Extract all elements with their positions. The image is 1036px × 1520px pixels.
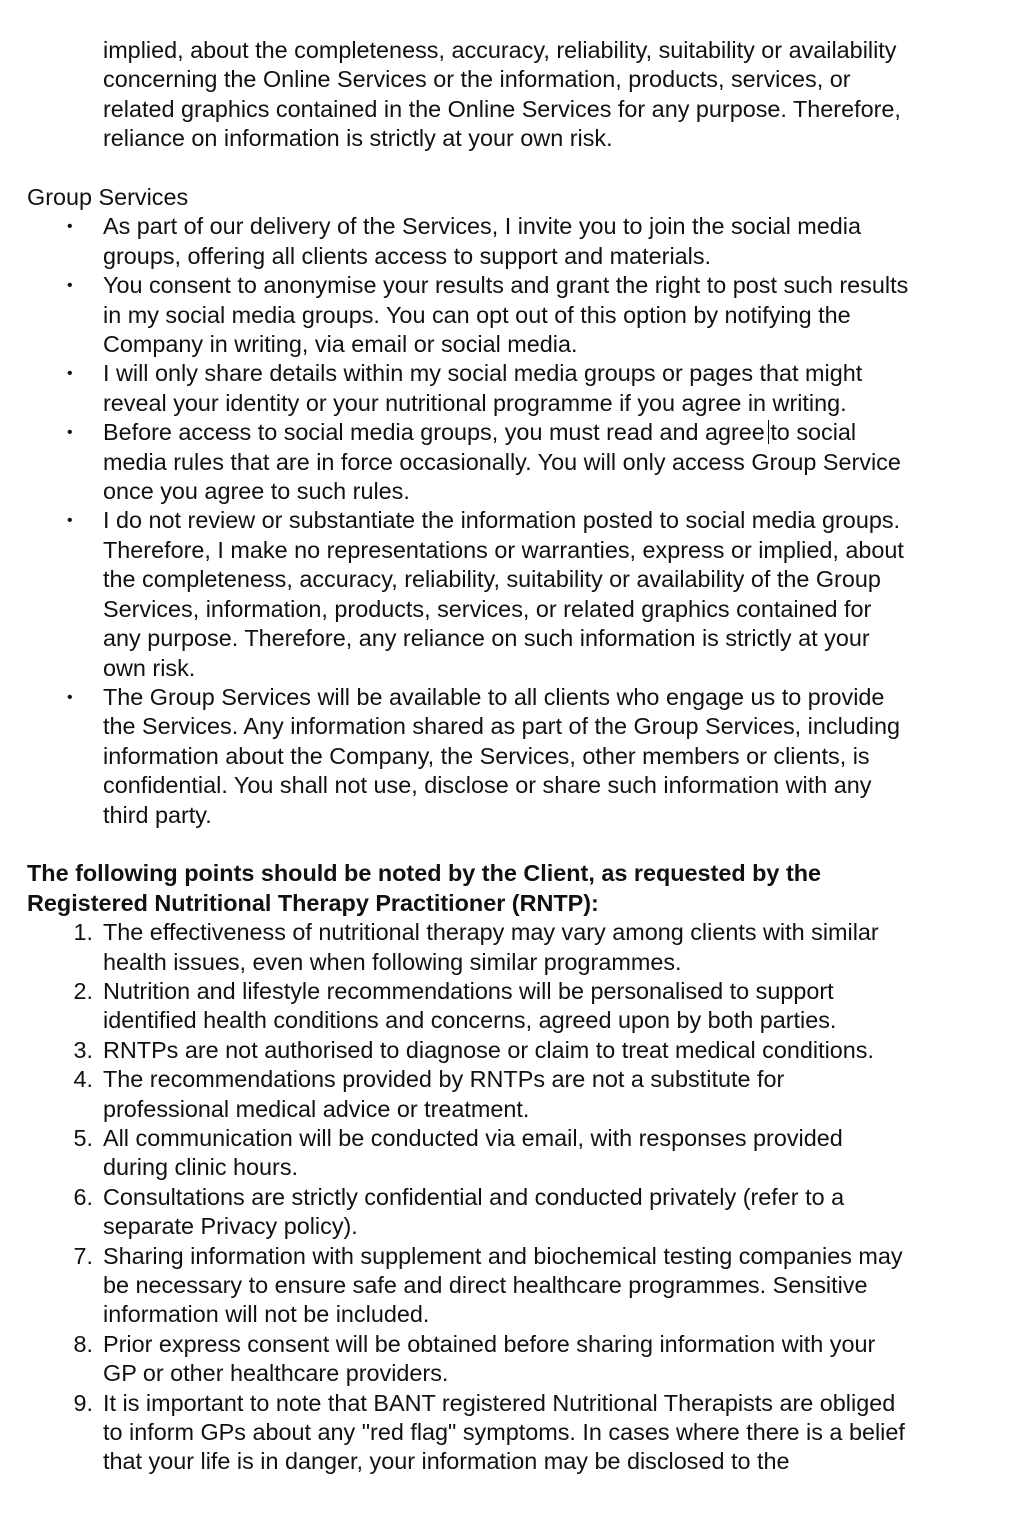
text-line: media rules that are in force occasionally. You will only access Group Service — [103, 448, 901, 475]
item-number: 3. — [73, 1036, 93, 1063]
numbered-item — [73, 1124, 983, 1183]
text-line: The Group Services will be available to all clients who engage us to provide — [103, 683, 885, 710]
item-number: 2. — [73, 977, 93, 1004]
group-services-list — [0, 212, 1036, 830]
text-line: The following points should be noted by the Client, as requested by the — [27, 860, 822, 887]
text-line: during clinic hours. — [103, 1154, 299, 1181]
text-line: RNTPs are not authorised to diagnose or claim to treat medical conditions. — [103, 1036, 874, 1063]
text-line: The recommendations provided by RNTPs are not a substitute for — [103, 1066, 785, 1093]
text-line: reliance on information is strictly at your own risk. — [103, 125, 613, 152]
text-line: third party. — [103, 801, 212, 828]
item-number: 6. — [73, 1183, 93, 1210]
item-number: 8. — [73, 1330, 93, 1357]
text-line: in my social media groups. You can opt out of this option by notifying the — [103, 301, 851, 328]
text-line: separate Privacy policy). — [103, 1213, 358, 1240]
text-line: All communication will be conducted via email, with responses provided — [103, 1125, 843, 1151]
text-line: You consent to anonymise your results and grant the right to post such results — [103, 272, 909, 299]
text-line: The effectiveness of nutritional therapy may vary among clients with similar — [103, 919, 879, 946]
item-number: 4. — [73, 1066, 93, 1093]
list-item — [67, 683, 983, 830]
bullet-icon: • — [67, 512, 73, 530]
bullet-icon: • — [67, 218, 73, 236]
numbered-item — [73, 977, 983, 1036]
group-services-heading: Group Services — [27, 184, 189, 211]
text-line: Prior express consent will be obtained before sharing information with your — [103, 1330, 876, 1357]
rntp-points-list — [0, 918, 1036, 1477]
text-line: GP or other healthcare providers. — [103, 1360, 449, 1387]
list-item — [67, 271, 983, 359]
text-line: information will not be included. — [103, 1301, 430, 1328]
intro-paragraph — [103, 36, 983, 154]
bullet-icon: • — [67, 424, 73, 442]
numbered-item — [73, 1330, 983, 1389]
text-line: identified health conditions and concerns, agreed upon by both parties. — [103, 1007, 837, 1034]
text-line: that your life is in danger, your information may be disclosed to the — [103, 1448, 790, 1475]
text-line: health issues, even when following similar programmes. — [103, 948, 682, 975]
text-line: concerning the Online Services or the information, products, services, or — [103, 66, 851, 93]
list-item — [67, 359, 983, 418]
list-item[interactable] — [67, 418, 983, 506]
numbered-item — [73, 1065, 983, 1124]
bullet-icon: • — [67, 365, 73, 383]
rntp-heading — [27, 859, 987, 918]
text-line — [103, 418, 983, 447]
text-line: once you agree to such rules. — [103, 478, 410, 505]
numbered-item — [73, 1389, 983, 1477]
text-line: professional medical advice or treatment. — [103, 1095, 530, 1122]
text-line: confidential. You shall not use, disclose or share such information with any — [103, 772, 872, 799]
text-line: As part of our delivery of the Services, I invite you to join the social media — [103, 213, 861, 240]
text-line: related graphics contained in the Online Services for any purpose. Therefore, — [103, 95, 901, 122]
text-line: to inform GPs about any "red flag" symptoms. In cases where there is a belief — [103, 1419, 905, 1446]
text-line: I will only share details within my social media groups or pages that might — [103, 360, 863, 387]
numbered-item — [73, 1242, 983, 1330]
paragraph-spacer — [0, 830, 1036, 859]
text-line: own risk. — [103, 654, 196, 681]
text-line: be necessary to ensure safe and direct healthcare programmes. Sensitive — [103, 1272, 868, 1299]
list-item — [67, 506, 983, 682]
text-before-caret: Before access to social media groups, you must read and agree — [103, 419, 765, 446]
text-line: implied, about the completeness, accuracy, reliability, suitability or availability — [103, 37, 897, 63]
text-line: reveal your identity or your nutritional programme if you agree in writing. — [103, 389, 847, 416]
text-line: Therefore, I make no representations or warranties, express or implied, about — [103, 536, 904, 563]
item-number: 9. — [73, 1389, 93, 1416]
text-line: Sharing information with supplement and biochemical testing companies may — [103, 1242, 903, 1269]
text-line: Company in writing, via email or social media. — [103, 331, 578, 358]
item-number: 5. — [73, 1125, 93, 1151]
item-number: 1. — [73, 919, 93, 946]
paragraph-spacer — [0, 154, 1036, 183]
numbered-item — [73, 1036, 983, 1065]
text-line: groups, offering all clients access to support and materials. — [103, 242, 712, 269]
bullet-icon: • — [67, 277, 73, 295]
list-item — [67, 212, 983, 271]
text-after-caret: to social — [770, 419, 857, 446]
text-line: Nutrition and lifestyle recommendations will be personalised to support — [103, 977, 834, 1004]
text-line: Registered Nutritional Therapy Practitioner (RNTP): — [27, 889, 599, 916]
text-line: the completeness, accuracy, reliability, suitability or availability of the Group — [103, 566, 881, 593]
bullet-icon: • — [67, 688, 73, 706]
text-line: It is important to note that BANT registered Nutritional Therapists are obliged — [103, 1389, 896, 1416]
text-line: any purpose. Therefore, any reliance on such information is strictly at your — [103, 625, 870, 652]
text-line: the Services. Any information shared as part of the Group Services, including — [103, 713, 900, 740]
text-line: information about the Company, the Services, other members or clients, is — [103, 742, 870, 769]
text-line: Services, information, products, services, or related graphics contained for — [103, 595, 872, 622]
item-number: 7. — [73, 1242, 93, 1269]
text-line: I do not review or substantiate the information posted to social media groups. — [103, 507, 901, 534]
numbered-item — [73, 1183, 983, 1242]
document-page — [0, 36, 1036, 1477]
numbered-item — [73, 918, 983, 977]
text-line: Consultations are strictly confidential and conducted privately (refer to a — [103, 1183, 845, 1210]
